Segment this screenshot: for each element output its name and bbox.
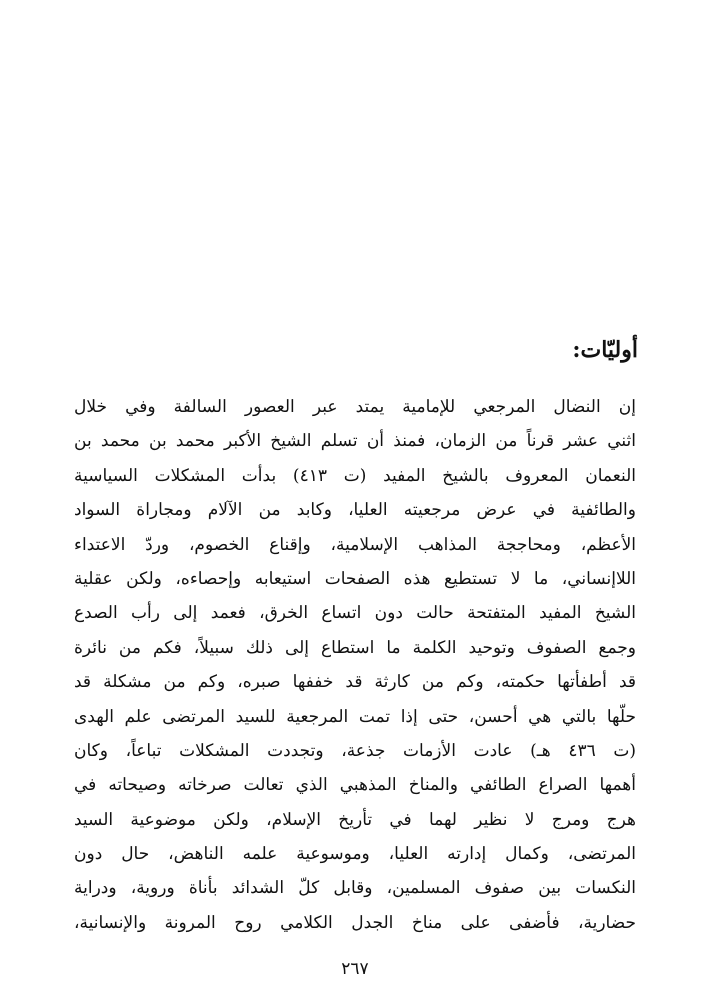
text-line: المرتضى، وكمال إدارته العليا، وموسوعية علمه الناهض، حال دون <box>74 844 636 865</box>
text-line: والطائفية في عرض مرجعيته العليا، وكابد من الآلام ومجاراة السواد <box>74 500 636 521</box>
text-line: إن النضال المرجعي للإمامية يمتد عبر العصور السالفة وفي خلال <box>74 397 636 417</box>
text-line: وجمع الصفوف وتوحيد الكلمة ما استطاع إلى ذلك سبيلاً، فكم من نائرة <box>74 637 636 658</box>
body-paragraph <box>74 390 636 940</box>
text-line: هرج ومرج لا نظير لهما في تأريخ الإسلام، ولكن موضوعية السيد <box>74 809 636 830</box>
text-line: الشيخ المفيد المتفتحة حالت دون اتساع الخرق، فعمد إلى رأب الصدع <box>74 603 636 624</box>
page-number: ٢٦٧ <box>341 959 369 979</box>
text-line: قد أطفأتها حكمته، وكم من كارثة قد خففها صبره، وكم من مشكلة قد <box>74 672 636 693</box>
section-heading: أوليّات: <box>572 337 638 363</box>
text-line: أهمها الصراع الطائفي والمناخ المذهبي الذي تعالت صرخاته وصيحاته في <box>74 775 636 796</box>
text-line: حضارية، فأضفى على مناخ الجدل الكلامي روح المرونة والإنسانية، <box>74 912 636 933</box>
text-line: النكسات بين صفوف المسلمين، وقابل كلّ الشدائد بأناة وروية، ودراية <box>74 878 636 899</box>
text-line: اثني عشر قرناً من الزمان، فمنذ أن تسلم الشيخ الأكبر محمد بن محمد بن <box>74 431 636 452</box>
text-line: اللاإنساني، ما لا تستطيع هذه الصفحات استيعابه وإحصاءه، ولكن عقلية <box>74 568 636 589</box>
text-line: الأعظم، ومحاججة المذاهب الإسلامية، وإقناع الخصوم، وردّ الاعتداء <box>74 534 636 555</box>
text-line: حلّها بالتي هي أحسن، حتى إذا تمت المرجعية للسيد المرتضى علم الهدى <box>74 706 636 727</box>
text-line: النعمان المعروف بالشيخ المفيد (ت ٤١٣) بدأت المشكلات السياسية <box>74 465 636 486</box>
text-line: (ت ٤٣٦ هـ) عادت الأزمات جذعة، وتجددت المشكلات تباعاً، وكان <box>74 740 636 761</box>
